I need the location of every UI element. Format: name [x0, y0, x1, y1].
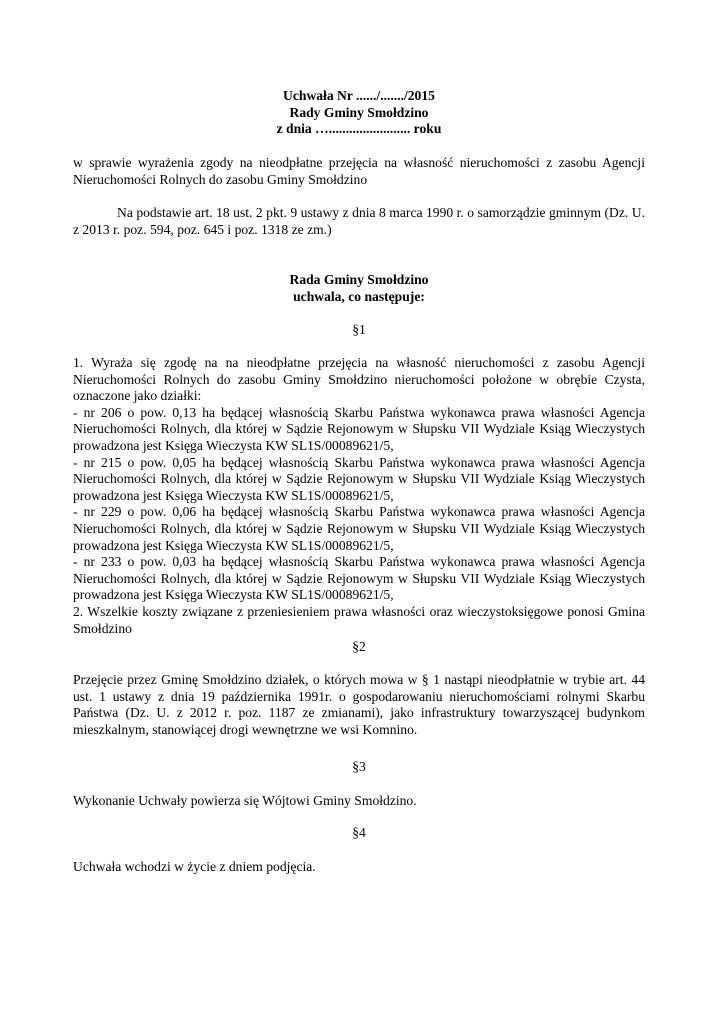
section-1-point-2: 2. Wszelkie koszty związane z przeniesieniem prawa własności oraz wieczystoksięgowe ponosi Gmina Smołdzino [73, 603, 645, 636]
resolution-number: Uchwała Nr ....../......./2015 [283, 88, 435, 103]
resolution-header [73, 88, 645, 138]
council-name: Rady Gminy Smołdzino [289, 104, 429, 120]
parcel-item: - nr 233 o pow. 0,03 ha będącej własnością Skarbu Państwa wykonawca prawa własności Agencja Nieruchomości Rolnych, dla której w Sądzie Rejonowym w Słupsku VII Wydziale Ksiąg Wieczystych prowadzona jest Księga Wieczysta KW SL1S/00089621/5, [73, 554, 645, 603]
section-4-text: Uchwała wchodzi w życie z dniem podjęcia. [73, 859, 316, 874]
legal-basis: Na podstawie art. 18 ust. 2 pkt. 9 ustawy z dnia 8 marca 1990 r. o samorządzie gminnym (Dz. U. z 2013 r. poz. 594, poz. 645 i poz. 1318 ze zm.) [73, 205, 645, 237]
parcel-item: - nr 229 o pow. 0,06 ha będącej własnością Skarbu Państwa wykonawca prawa własności Agencja Nieruchomości Rolnych, dla której w Sądzie Rejonowym w Słupsku VII Wydziale Ksiąg Wieczystych prowadzona jest Księga Wieczysta KW SL1S/00089621/5, [73, 504, 645, 553]
resolution-subject: w sprawie wyrażenia zgody na nieodpłatne przejęcia na własność nieruchomości z zasobu Agencji Nieruchomości Rolnych do zasobu Gminy Smołdzino [73, 155, 645, 187]
section-1-mark: §1 [352, 322, 366, 337]
section-1-body [73, 355, 645, 637]
council-line: Rada Gminy Smołdzino [289, 272, 429, 287]
decides-line: uchwala, co następuje: [293, 288, 425, 304]
resolution-date: z dnia …........................ roku [276, 121, 442, 137]
section-3-mark: §3 [352, 759, 366, 774]
section-2-text: Przejęcie przez Gminę Smołdzino działek, o których mowa w § 1 nastąpi nieodpłatnie w trybie art. 44 ust. 1 ustawy z dnia 19 października 1991r. o gospodarowaniu nieruchomościami rolnymi Skarbu Państwa (Dz. U. z 2012 r. poz. 1187 ze zmianami), jako infrastruktury towarzyszącej budynkom mieszkalnym, stanowiącej drogi wewnętrzne we wsi Komnino. [73, 672, 645, 737]
section-2-mark: §2 [352, 639, 366, 654]
section-1-point-1: 1. Wyraża się zgodę na na nieodpłatne przejęcia na własność nieruchomości z zasobu Agencji Nieruchomości Rolnych do zasobu Gminy Smołdzino nieruchomości położone w obrębie Czysta, oznaczone jako działki: [73, 355, 645, 404]
parcel-item: - nr 206 o pow. 0,13 ha będącej własnością Skarbu Państwa wykonawca prawa własności Agencja Nieruchomości Rolnych, dla której w Sądzie Rejonowym w Słupsku VII Wydziale Ksiąg Wieczystych prowadzona jest Księga Wieczysta KW SL1S/00089621/5, [73, 404, 645, 453]
parcel-item: - nr 215 o pow. 0,05 ha będącej własnością Skarbu Państwa wykonawca prawa własności Agencja Nieruchomości Rolnych, dla której w Sądzie Rejonowym w Słupsku VII Wydziale Ksiąg Wieczystych prowadzona jest Księga Wieczysta KW SL1S/00089621/5, [73, 454, 645, 503]
section-4-mark: §4 [352, 825, 366, 840]
council-decision-header [73, 272, 645, 305]
section-3-text: Wykonanie Uchwały powierza się Wójtowi Gminy Smołdzino. [73, 793, 417, 808]
